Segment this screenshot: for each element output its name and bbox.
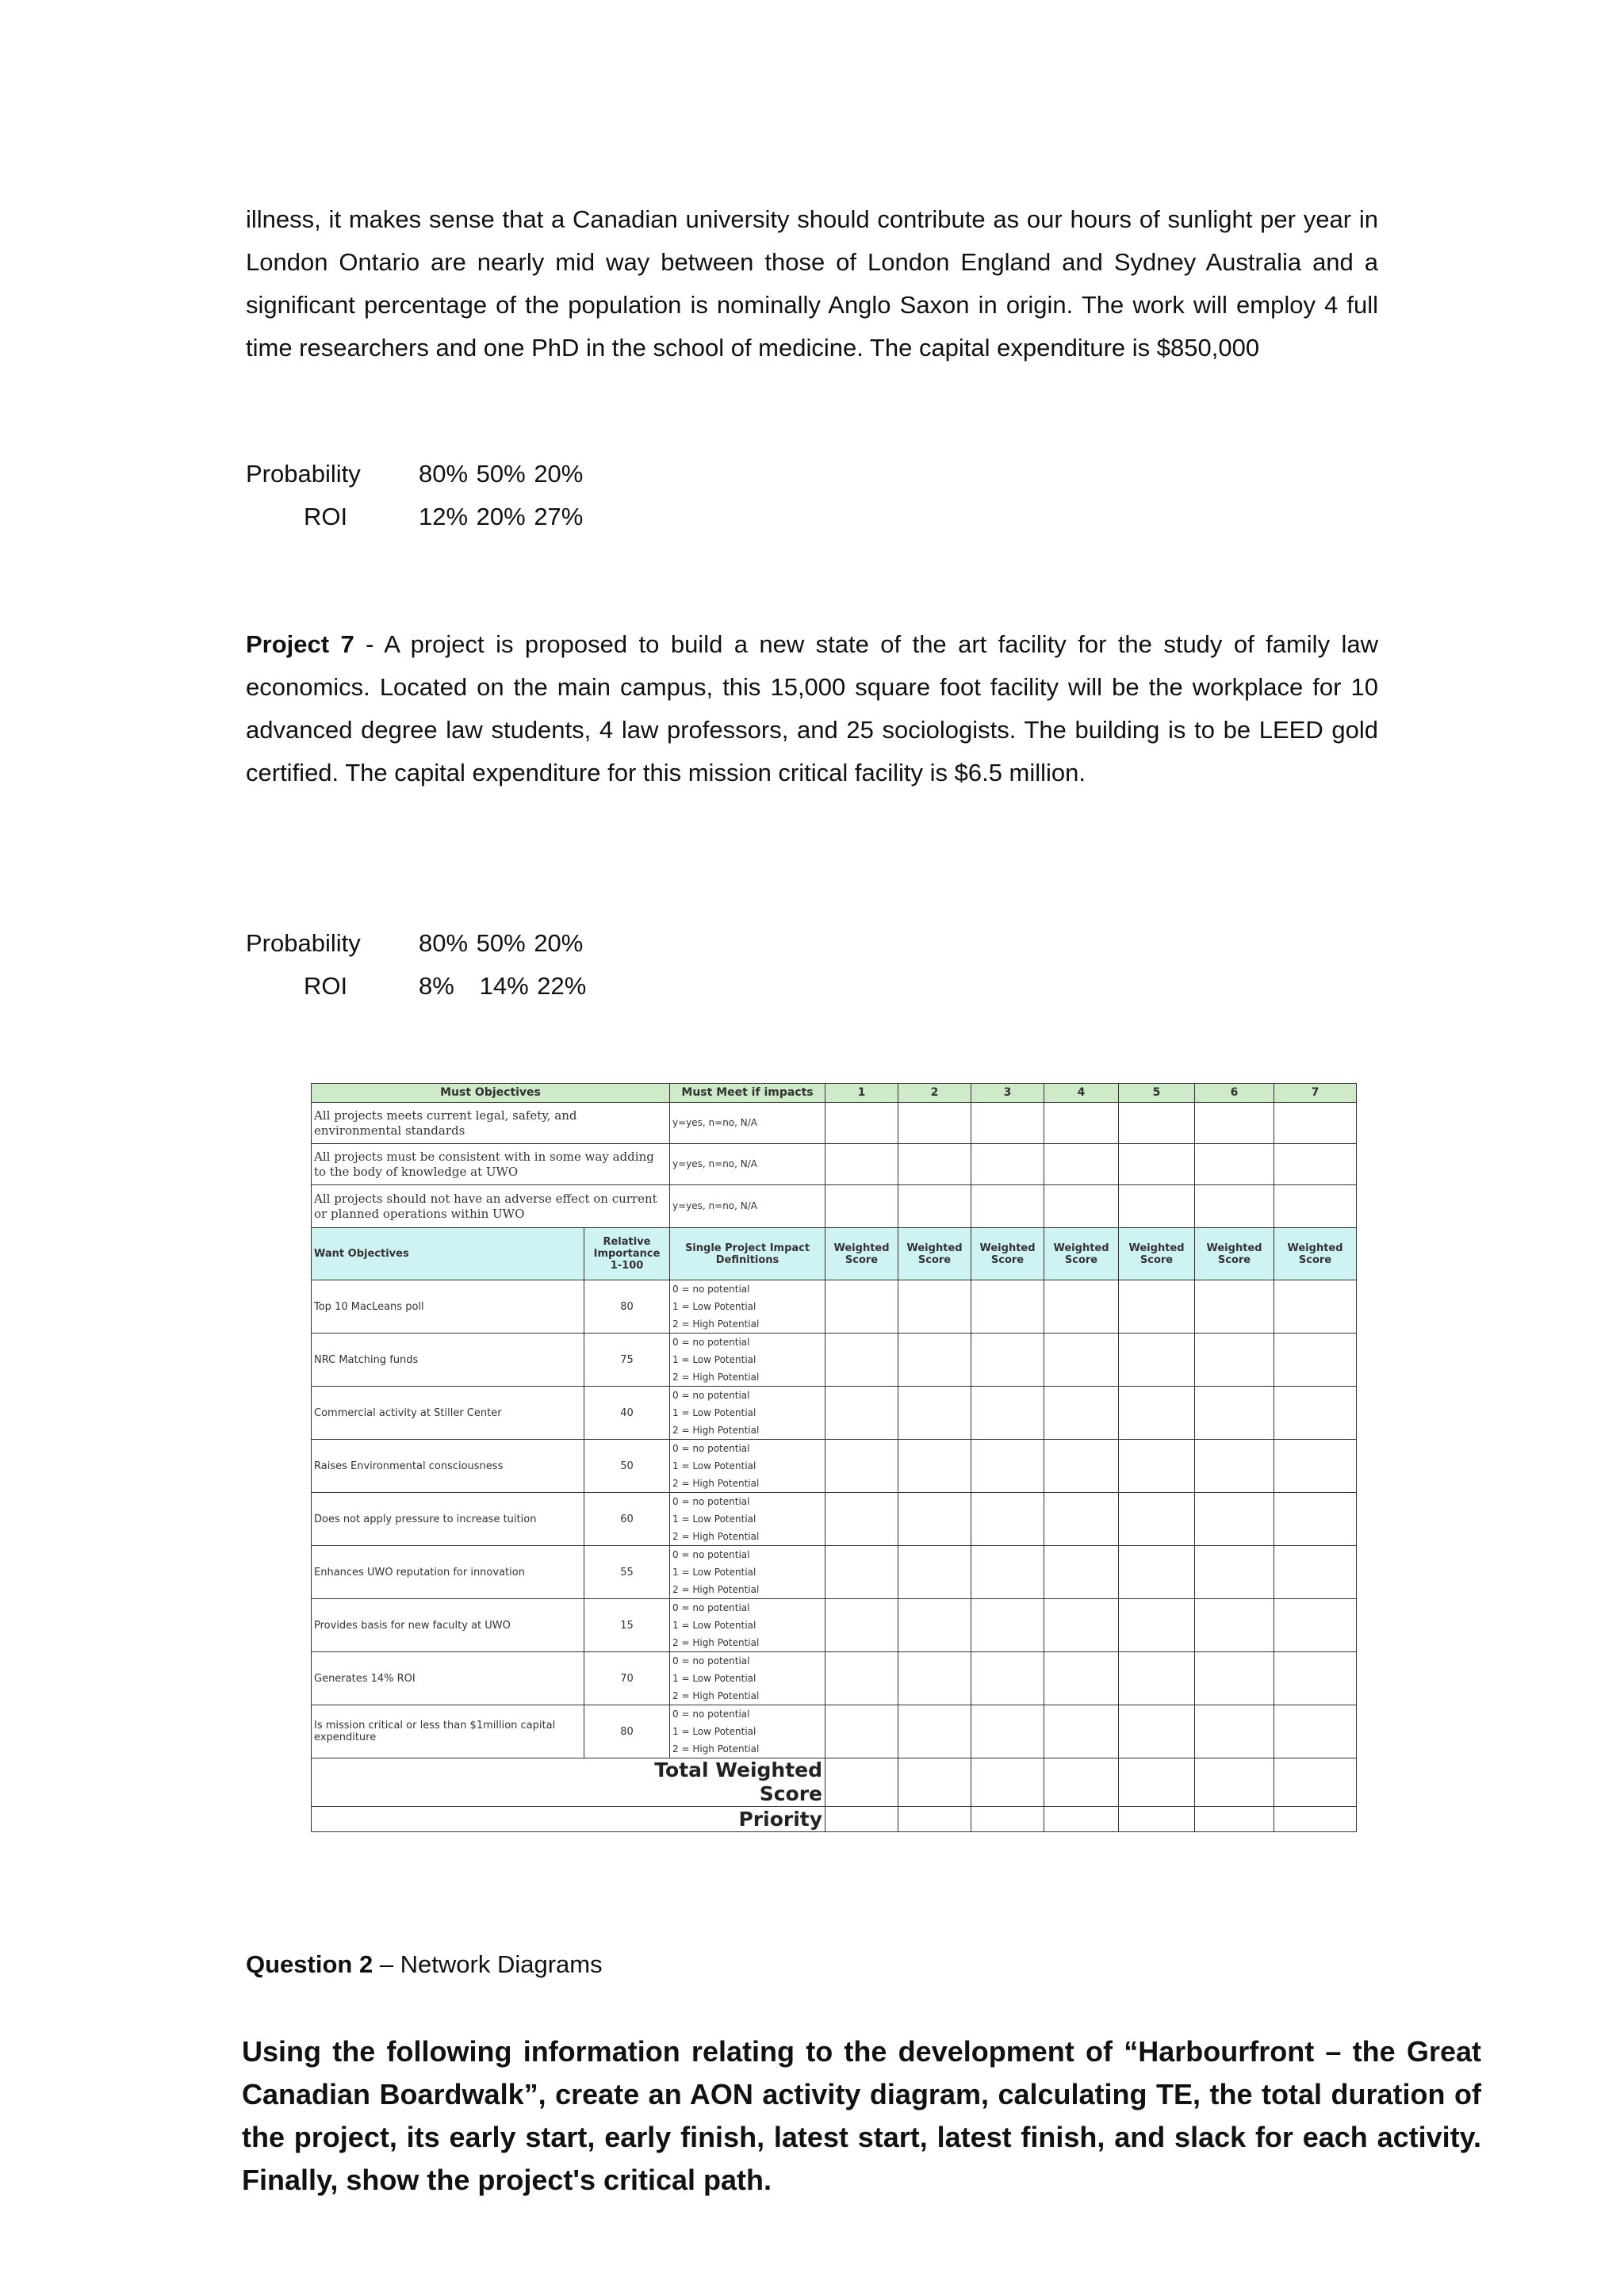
weighted-score-cell bbox=[971, 1334, 1044, 1387]
project-7-dash: - bbox=[354, 630, 385, 658]
weighted-score-cell bbox=[825, 1652, 898, 1705]
weighted-score-cell bbox=[1195, 1599, 1274, 1652]
want-row bbox=[312, 1546, 1357, 1599]
weighted-score-cell bbox=[1044, 1387, 1119, 1440]
weighted-score-cell bbox=[1044, 1705, 1119, 1758]
weighted-score-cell bbox=[1119, 1387, 1195, 1440]
weighted-score-cell bbox=[1119, 1280, 1195, 1334]
relative-importance: 40 bbox=[584, 1387, 670, 1440]
weighted-score-cell bbox=[1195, 1440, 1274, 1493]
want-row bbox=[312, 1387, 1357, 1440]
impact-definition: 1 = Low Potential bbox=[672, 1407, 756, 1418]
want-objective: Enhances UWO reputation for innovation bbox=[312, 1546, 584, 1599]
must-cell bbox=[1195, 1103, 1274, 1144]
weighted-score-cell bbox=[1044, 1546, 1119, 1599]
must-cell bbox=[825, 1103, 898, 1144]
roi-values: 8% 14% 22% bbox=[419, 972, 587, 1000]
impact-definition: 0 = no potential bbox=[672, 1602, 750, 1613]
impact-definition: 2 = High Potential bbox=[672, 1478, 760, 1489]
weighted-score-cell bbox=[1119, 1546, 1195, 1599]
relative-importance: 70 bbox=[584, 1652, 670, 1705]
must-meet: y=yes, n=no, N/A bbox=[670, 1185, 825, 1228]
probability-values: 80% 50% 20% bbox=[419, 460, 584, 488]
priority-cell bbox=[1274, 1807, 1357, 1832]
impact-definitions-header: Single Project Impact Definitions bbox=[670, 1228, 825, 1280]
want-row bbox=[312, 1280, 1357, 1334]
project-number: 1 bbox=[825, 1084, 898, 1103]
relative-importance: 80 bbox=[584, 1280, 670, 1334]
must-cell bbox=[1119, 1144, 1195, 1185]
impact-definitions bbox=[670, 1705, 825, 1758]
weighted-score-cell bbox=[825, 1493, 898, 1546]
relative-importance: 50 bbox=[584, 1440, 670, 1493]
total-cell bbox=[825, 1758, 898, 1807]
relative-importance: 80 bbox=[584, 1705, 670, 1758]
want-row bbox=[312, 1440, 1357, 1493]
must-cell bbox=[1119, 1103, 1195, 1144]
total-cell bbox=[1044, 1758, 1119, 1807]
must-objective: All projects must be consistent with in some way adding to the body of knowledge at UWO bbox=[312, 1144, 670, 1185]
total-cell bbox=[1195, 1758, 1274, 1807]
impact-definition: 0 = no potential bbox=[672, 1390, 750, 1401]
weighted-score-cell bbox=[1274, 1546, 1357, 1599]
want-objective: Top 10 MacLeans poll bbox=[312, 1280, 584, 1334]
must-header-row bbox=[312, 1084, 1357, 1103]
weighted-score-cell bbox=[825, 1599, 898, 1652]
impact-definition: 1 = Low Potential bbox=[672, 1620, 756, 1631]
question-2-dash: – bbox=[373, 1950, 400, 1978]
must-cell bbox=[825, 1144, 898, 1185]
impact-definition: 1 = Low Potential bbox=[672, 1567, 756, 1578]
question-2-heading bbox=[246, 1943, 603, 1986]
want-row bbox=[312, 1493, 1357, 1546]
relative-importance: 15 bbox=[584, 1599, 670, 1652]
impact-definition: 2 = High Potential bbox=[672, 1318, 760, 1330]
want-objective: NRC Matching funds bbox=[312, 1334, 584, 1387]
weighted-score-header: Weighted Score bbox=[898, 1228, 971, 1280]
weighted-score-cell bbox=[1274, 1599, 1357, 1652]
weighted-score-cell bbox=[1274, 1334, 1357, 1387]
weighted-score-cell bbox=[825, 1440, 898, 1493]
project-7-heading: Project 7 bbox=[246, 630, 354, 658]
priority-cell bbox=[898, 1807, 971, 1832]
intro-paragraph: illness, it makes sense that a Canadian university should contribute as our hours of sunlight per year in London Ontario are nearly mid way between those of London England and Sydney Australia and a significant percentage of the population is nominally Anglo Saxon in origin. The work will employ 4 full time researchers and one PhD in the school of medicine. The capital expenditure is $850,000 bbox=[246, 205, 1378, 362]
weighted-score-cell bbox=[1274, 1387, 1357, 1440]
weighted-score-cell bbox=[898, 1280, 971, 1334]
must-cell bbox=[1274, 1144, 1357, 1185]
weighted-score-cell bbox=[1044, 1652, 1119, 1705]
weighted-score-cell bbox=[1274, 1440, 1357, 1493]
impact-definitions bbox=[670, 1652, 825, 1705]
total-weighted-score-label: Total Weighted Score bbox=[584, 1758, 825, 1807]
roi-label: ROI bbox=[304, 972, 348, 1000]
must-cell bbox=[971, 1103, 1044, 1144]
project-number: 2 bbox=[898, 1084, 971, 1103]
priority-cell bbox=[825, 1807, 898, 1832]
weighted-score-header: Weighted Score bbox=[825, 1228, 898, 1280]
weighted-score-cell bbox=[1044, 1440, 1119, 1493]
question-2-label: Question 2 bbox=[246, 1950, 373, 1978]
impact-definition: 2 = High Potential bbox=[672, 1690, 760, 1701]
roi-row-2 bbox=[246, 965, 586, 1008]
weighted-score-header: Weighted Score bbox=[1044, 1228, 1119, 1280]
weighted-score-cell bbox=[1119, 1652, 1195, 1705]
weighted-score-cell bbox=[898, 1387, 971, 1440]
impact-definition: 2 = High Potential bbox=[672, 1531, 760, 1542]
weighted-score-cell bbox=[1274, 1280, 1357, 1334]
weighted-score-cell bbox=[898, 1599, 971, 1652]
weighted-score-header: Weighted Score bbox=[1195, 1228, 1274, 1280]
weighted-score-cell bbox=[825, 1280, 898, 1334]
must-cell bbox=[1274, 1103, 1357, 1144]
impact-definitions bbox=[670, 1280, 825, 1334]
total-cell bbox=[971, 1758, 1044, 1807]
want-objective: Is mission critical or less than $1million capital expenditure bbox=[312, 1705, 584, 1758]
must-objectives-header: Must Objectives bbox=[312, 1084, 670, 1103]
priority-label: Priority bbox=[584, 1807, 825, 1832]
impact-definition: 1 = Low Potential bbox=[672, 1460, 756, 1471]
weighted-score-cell bbox=[1044, 1599, 1119, 1652]
want-row bbox=[312, 1599, 1357, 1652]
must-cell bbox=[1274, 1185, 1357, 1228]
weighted-score-cell bbox=[1044, 1493, 1119, 1546]
want-rows bbox=[312, 1280, 1357, 1758]
relative-importance: 60 bbox=[584, 1493, 670, 1546]
must-row bbox=[312, 1185, 1357, 1228]
impact-definition: 1 = Low Potential bbox=[672, 1354, 756, 1365]
must-row bbox=[312, 1103, 1357, 1144]
weighted-score-header: Weighted Score bbox=[971, 1228, 1044, 1280]
total-cell bbox=[898, 1758, 971, 1807]
weighted-score-cell bbox=[971, 1387, 1044, 1440]
project-number: 7 bbox=[1274, 1084, 1357, 1103]
impact-definition: 1 = Low Potential bbox=[672, 1726, 756, 1737]
probability-label: Probability bbox=[246, 929, 361, 957]
must-cell bbox=[1044, 1144, 1119, 1185]
weighted-score-cell bbox=[1119, 1493, 1195, 1546]
want-header-row bbox=[312, 1228, 1357, 1280]
impact-definition: 2 = High Potential bbox=[672, 1425, 760, 1436]
impact-definitions bbox=[670, 1334, 825, 1387]
weighted-score-header: Weighted Score bbox=[1274, 1228, 1357, 1280]
weighted-score-cell bbox=[898, 1334, 971, 1387]
impact-definition: 2 = High Potential bbox=[672, 1743, 760, 1755]
priority-row bbox=[312, 1807, 1357, 1832]
project-selection-matrix bbox=[311, 1083, 1357, 1832]
total-row bbox=[312, 1758, 1357, 1807]
must-cell bbox=[1119, 1185, 1195, 1228]
probability-values: 80% 50% 20% bbox=[419, 929, 584, 957]
impact-definition: 0 = no potential bbox=[672, 1655, 750, 1667]
impact-definitions bbox=[670, 1440, 825, 1493]
must-cell bbox=[971, 1144, 1044, 1185]
impact-definition: 2 = High Potential bbox=[672, 1584, 760, 1595]
must-objective: All projects meets current legal, safety, and environmental standards bbox=[312, 1103, 670, 1144]
must-cell bbox=[1044, 1185, 1119, 1228]
impact-definition: 0 = no potential bbox=[672, 1443, 750, 1454]
want-row bbox=[312, 1705, 1357, 1758]
roi-row-1 bbox=[246, 496, 583, 538]
must-meet: y=yes, n=no, N/A bbox=[670, 1144, 825, 1185]
weighted-score-cell bbox=[1195, 1493, 1274, 1546]
weighted-score-cell bbox=[1119, 1705, 1195, 1758]
weighted-score-cell bbox=[971, 1546, 1044, 1599]
roi-label: ROI bbox=[304, 503, 348, 530]
project-7-paragraph bbox=[246, 623, 1378, 794]
project-number: 3 bbox=[971, 1084, 1044, 1103]
weighted-score-header: Weighted Score bbox=[1119, 1228, 1195, 1280]
weighted-score-cell bbox=[971, 1280, 1044, 1334]
impact-definition: 0 = no potential bbox=[672, 1709, 750, 1720]
project-number: 6 bbox=[1195, 1084, 1274, 1103]
impact-definition: 1 = Low Potential bbox=[672, 1513, 756, 1525]
total-cell bbox=[1119, 1758, 1195, 1807]
impact-definition: 2 = High Potential bbox=[672, 1372, 760, 1383]
must-cell bbox=[898, 1185, 971, 1228]
question-2-title: Network Diagrams bbox=[400, 1950, 603, 1978]
must-meet-header: Must Meet if impacts bbox=[670, 1084, 825, 1103]
weighted-score-cell bbox=[971, 1705, 1044, 1758]
probability-label: Probability bbox=[246, 460, 361, 488]
project-number: 4 bbox=[1044, 1084, 1119, 1103]
must-cell bbox=[825, 1185, 898, 1228]
weighted-score-cell bbox=[1195, 1652, 1274, 1705]
impact-definitions bbox=[670, 1387, 825, 1440]
total-cell bbox=[1274, 1758, 1357, 1807]
weighted-score-cell bbox=[1044, 1334, 1119, 1387]
priority-spacer bbox=[312, 1807, 584, 1832]
weighted-score-cell bbox=[825, 1546, 898, 1599]
impact-definitions bbox=[670, 1599, 825, 1652]
must-cell bbox=[898, 1103, 971, 1144]
want-objective: Raises Environmental consciousness bbox=[312, 1440, 584, 1493]
priority-cell bbox=[1195, 1807, 1274, 1832]
weighted-score-cell bbox=[898, 1440, 971, 1493]
must-meet: y=yes, n=no, N/A bbox=[670, 1103, 825, 1144]
project-7-text: A project is proposed to build a new state of the art facility for the study of family law economics. Located on the main campus, this 15,000 square foot facility will be the workplace for 10 advanced degree law students, 4 law professors, and 25 sociologists. The building is to be LEED gold certified. The capital expenditure for this mission critical facility is $6.5 million. bbox=[246, 630, 1378, 786]
impact-definition: 1 = Low Potential bbox=[672, 1673, 756, 1684]
want-objective: Generates 14% ROI bbox=[312, 1652, 584, 1705]
weighted-score-cell bbox=[898, 1546, 971, 1599]
must-row bbox=[312, 1144, 1357, 1185]
want-row bbox=[312, 1652, 1357, 1705]
must-cell bbox=[1195, 1185, 1274, 1228]
relative-importance-header: Relative Importance 1-100 bbox=[584, 1228, 670, 1280]
priority-cell bbox=[1044, 1807, 1119, 1832]
weighted-score-cell bbox=[1195, 1387, 1274, 1440]
must-objective: All projects should not have an adverse effect on current or planned operations within UWO bbox=[312, 1185, 670, 1228]
weighted-score-cell bbox=[1044, 1280, 1119, 1334]
weighted-score-cell bbox=[1119, 1334, 1195, 1387]
impact-definition: 0 = no potential bbox=[672, 1549, 750, 1560]
weighted-score-cell bbox=[898, 1652, 971, 1705]
relative-importance: 75 bbox=[584, 1334, 670, 1387]
weighted-score-cell bbox=[1195, 1334, 1274, 1387]
probability-row-1 bbox=[246, 453, 583, 496]
weighted-score-cell bbox=[1195, 1705, 1274, 1758]
impact-definitions bbox=[670, 1546, 825, 1599]
weighted-score-cell bbox=[1195, 1546, 1274, 1599]
weighted-score-cell bbox=[1119, 1440, 1195, 1493]
impact-definition: 0 = no potential bbox=[672, 1284, 750, 1295]
impact-definition: 2 = High Potential bbox=[672, 1637, 760, 1648]
weighted-score-cell bbox=[1274, 1652, 1357, 1705]
impact-definitions bbox=[670, 1493, 825, 1546]
weighted-score-cell bbox=[825, 1705, 898, 1758]
impact-definition: 1 = Low Potential bbox=[672, 1301, 756, 1312]
weighted-score-cell bbox=[971, 1440, 1044, 1493]
priority-cell bbox=[971, 1807, 1044, 1832]
weighted-score-cell bbox=[971, 1493, 1044, 1546]
project-number: 5 bbox=[1119, 1084, 1195, 1103]
want-objective: Provides basis for new faculty at UWO bbox=[312, 1599, 584, 1652]
priority-cell bbox=[1119, 1807, 1195, 1832]
weighted-score-cell bbox=[1274, 1493, 1357, 1546]
weighted-score-cell bbox=[1119, 1599, 1195, 1652]
want-objective: Does not apply pressure to increase tuition bbox=[312, 1493, 584, 1546]
roi-values: 12% 20% 27% bbox=[419, 503, 584, 530]
must-cell bbox=[898, 1144, 971, 1185]
weighted-score-cell bbox=[1274, 1705, 1357, 1758]
weighted-score-cell bbox=[971, 1599, 1044, 1652]
want-objectives-header: Want Objectives bbox=[312, 1228, 584, 1280]
weighted-score-cell bbox=[825, 1334, 898, 1387]
want-row bbox=[312, 1334, 1357, 1387]
must-cell bbox=[1044, 1103, 1119, 1144]
must-cell bbox=[971, 1185, 1044, 1228]
probability-row-2 bbox=[246, 922, 583, 965]
weighted-score-cell bbox=[1195, 1280, 1274, 1334]
want-objective: Commercial activity at Stiller Center bbox=[312, 1387, 584, 1440]
weighted-score-cell bbox=[898, 1493, 971, 1546]
relative-importance: 55 bbox=[584, 1546, 670, 1599]
weighted-score-cell bbox=[825, 1387, 898, 1440]
question-2-instructions: Using the following information relating to the development of “Harbourfront – the Great Canadian Boardwalk”, create an AON activity diagram, calculating TE, the total duration of the project, its early start, early finish, latest start, latest finish, and slack for each activity. Finally, show the project's critical path. bbox=[242, 2035, 1481, 2196]
weighted-score-cell bbox=[898, 1705, 971, 1758]
impact-definition: 0 = no potential bbox=[672, 1337, 750, 1348]
weighted-score-cell bbox=[971, 1652, 1044, 1705]
total-spacer bbox=[312, 1758, 584, 1807]
must-cell bbox=[1195, 1144, 1274, 1185]
impact-definition: 0 = no potential bbox=[672, 1496, 750, 1507]
